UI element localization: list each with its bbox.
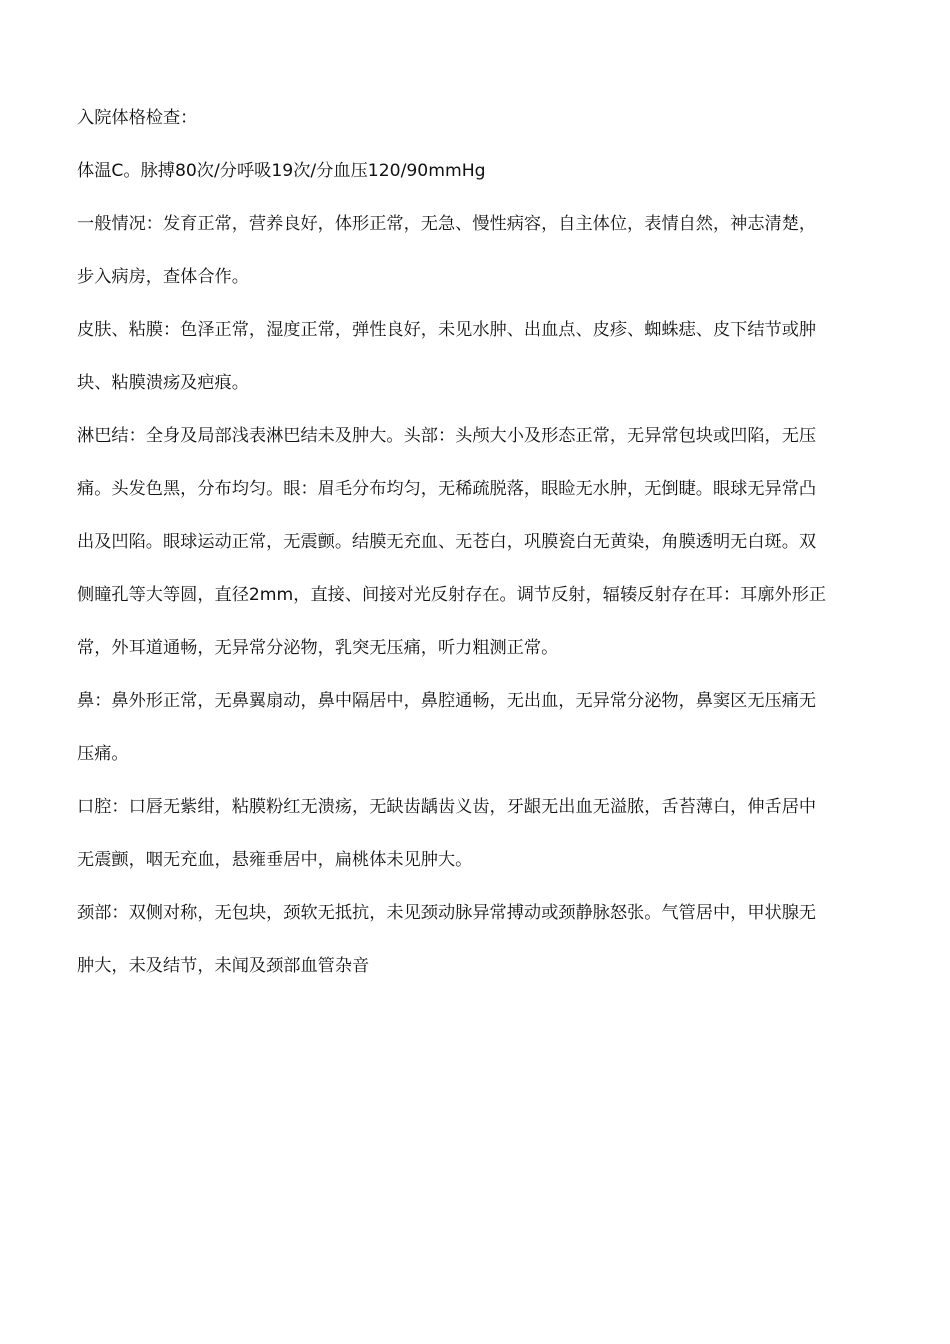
text-line-nose-2: 压痛。 xyxy=(77,744,129,764)
text-line-skin-1: 皮肤、粘膜：色泽正常，湿度正常，弹性良好，未见水肿、出血点、皮疹、蜘蛛痣、皮下结节或肿 xyxy=(77,320,817,340)
text-line-general-1: 一般情况：发育正常，营养良好，体形正常，无急、慢性病容，自主体位，表情自然，神志清楚， xyxy=(77,214,817,234)
text-line-lymph-5: 常，外耳道通畅，无异常分泌物，乳突无压痛，听力粗测正常。 xyxy=(77,638,559,658)
text-line-mouth-2: 无震颤，咽无充血，悬雍垂居中，扁桃体未见肿大。 xyxy=(77,850,473,870)
document-body xyxy=(77,92,857,993)
document-heading: 入院体格检查： xyxy=(77,108,198,128)
text-line-neck-2: 肿大，未及结节，未闻及颈部血管杂音 xyxy=(77,956,370,976)
text-line-lymph-4: 侧瞳孔等大等圆，直径2mm，直接、间接对光反射存在。调节反射，辐辏反射存在耳：耳廓外形正 xyxy=(77,585,827,605)
text-line-lymph-1: 淋巴结：全身及局部浅表淋巴结未及肿大。头部：头颅大小及形态正常，无异常包块或凹陷，无压 xyxy=(77,426,817,446)
text-line-nose-1: 鼻：鼻外形正常，无鼻翼扇动，鼻中隔居中，鼻腔通畅，无出血，无异常分泌物，鼻窦区无压痛无 xyxy=(77,691,817,711)
text-line-neck-1: 颈部：双侧对称，无包块，颈软无抵抗，未见颈动脉异常搏动或颈静脉怒张。气管居中，甲状腺无 xyxy=(77,903,817,923)
text-line-lymph-2: 痛。头发色黑，分布均匀。眼：眉毛分布均匀，无稀疏脱落，眼睑无水肿，无倒睫。眼球无异常凸 xyxy=(77,479,817,499)
text-line-lymph-3: 出及凹陷。眼球运动正常，无震颤。结膜无充血、无苍白，巩膜瓷白无黄染，角膜透明无白斑。双 xyxy=(77,532,817,552)
text-line-skin-2: 块、粘膜溃疡及疤痕。 xyxy=(77,373,249,393)
text-line-vitals: 体温C。脉搏80次/分呼吸19次/分血压120/90mmHg xyxy=(77,161,486,181)
text-line-mouth-1: 口腔：口唇无紫绀，粘膜粉红无溃疡，无缺齿龋齿义齿，牙龈无出血无溢脓，舌苔薄白，伸舌居中 xyxy=(77,797,817,817)
text-line-general-2: 步入病房，查体合作。 xyxy=(77,267,249,287)
